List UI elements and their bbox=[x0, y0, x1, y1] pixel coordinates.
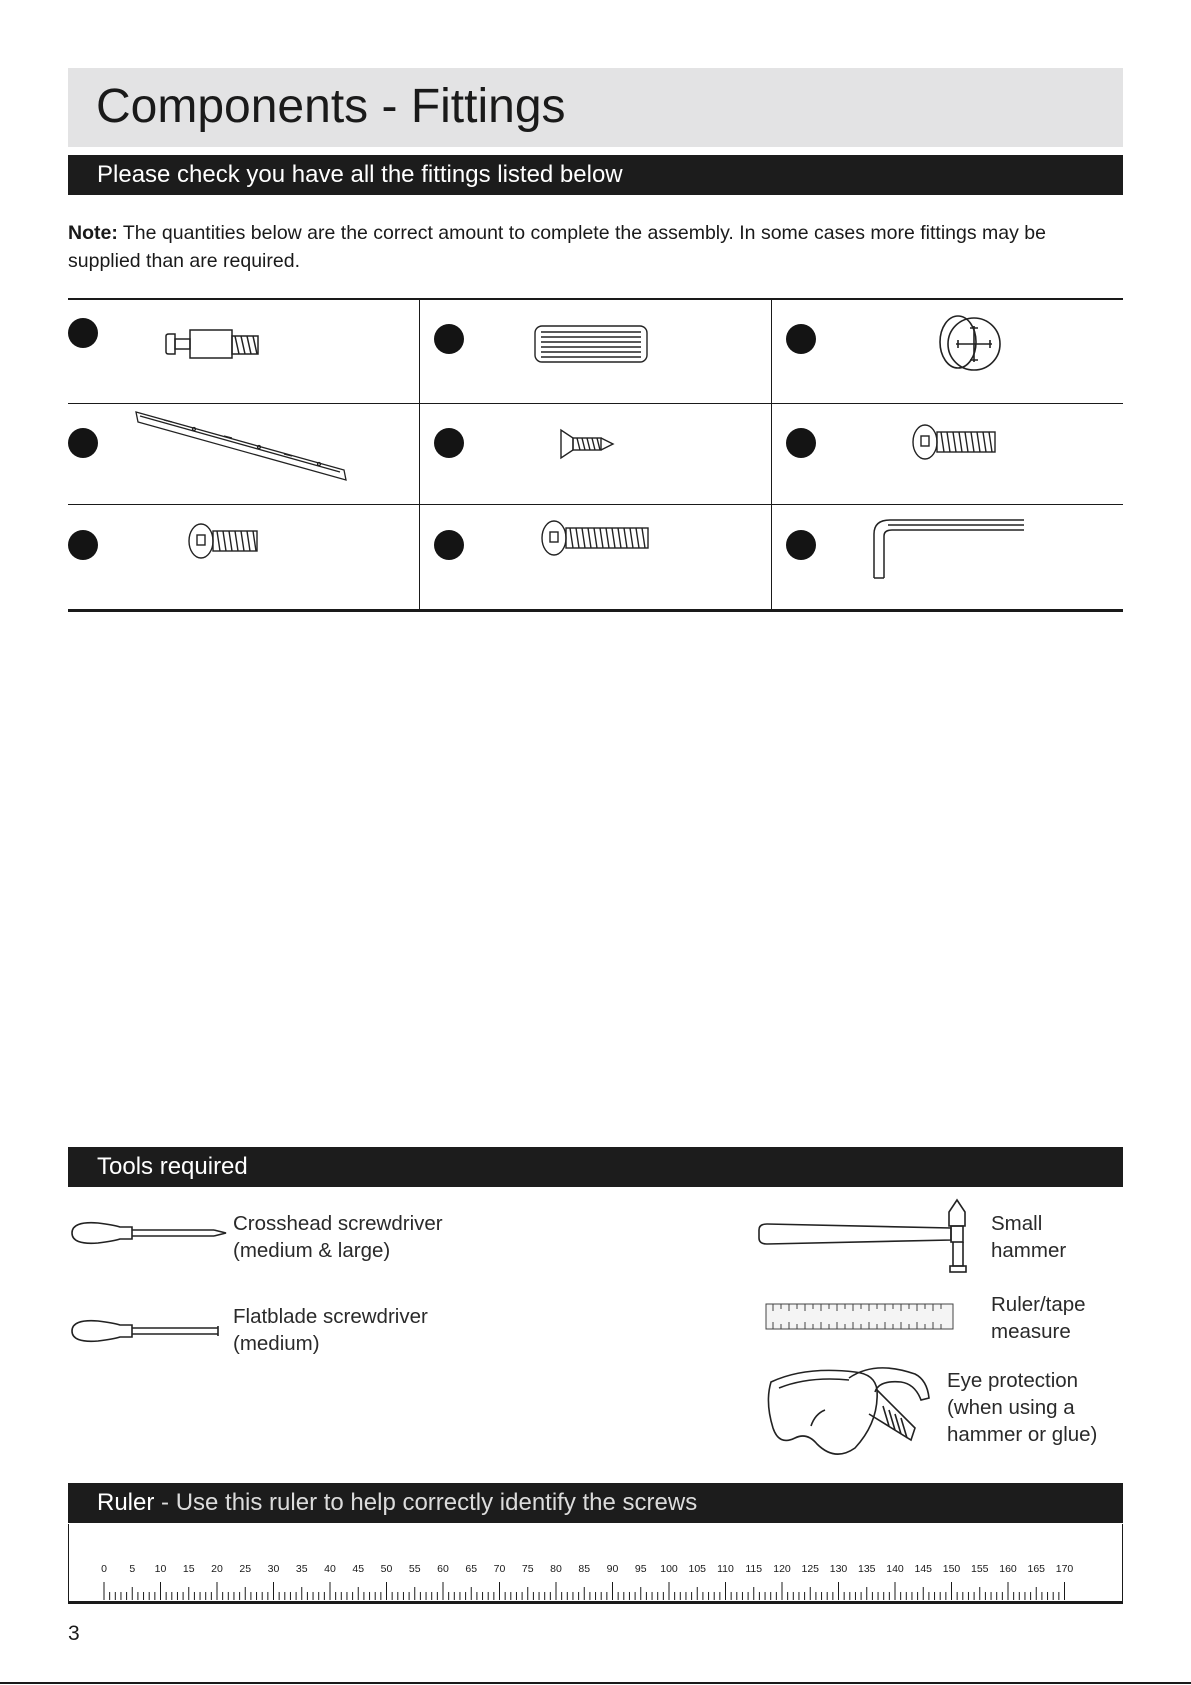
short-bolt-icon bbox=[187, 521, 261, 561]
tools-band-label: Tools required bbox=[97, 1153, 248, 1180]
hammer-label bbox=[991, 1210, 1066, 1264]
cam-bolt-icon bbox=[163, 324, 293, 364]
fitting-marker bbox=[68, 428, 98, 458]
tool-label-line: Eye protection bbox=[947, 1369, 1079, 1392]
fitting-marker bbox=[434, 324, 464, 354]
tool-label-line: (medium & large) bbox=[233, 1239, 391, 1262]
tool-label-line: Ruler/tape bbox=[991, 1293, 1086, 1316]
allen-key-icon bbox=[868, 516, 1026, 580]
ruler-tick-label: 0 bbox=[101, 1563, 107, 1575]
tool-label-line: (when using a bbox=[947, 1396, 1075, 1419]
ruler-tick-label: 80 bbox=[550, 1563, 562, 1575]
tool-label-line: hammer or glue) bbox=[947, 1423, 1098, 1446]
ruler-tick-label: 165 bbox=[1027, 1563, 1046, 1575]
hammer-icon bbox=[757, 1196, 977, 1274]
tool-label-line: measure bbox=[991, 1320, 1071, 1343]
crosshead-screwdriver-label bbox=[233, 1210, 443, 1264]
ruler-tick-label: 50 bbox=[380, 1563, 393, 1575]
cam-lock-icon bbox=[930, 308, 1010, 380]
ruler-tick-label: 115 bbox=[745, 1563, 763, 1575]
tool-label-line: Flatblade screwdriver bbox=[233, 1305, 428, 1328]
medium-bolt-icon bbox=[911, 422, 999, 462]
page-number: 3 bbox=[68, 1622, 80, 1645]
ruler-tick-label: 140 bbox=[886, 1563, 904, 1575]
measuring-ruler bbox=[68, 1524, 1123, 1604]
ruler-tick-label: 40 bbox=[324, 1563, 336, 1575]
note-label: Note: bbox=[68, 222, 118, 244]
ruler-tick-label: 90 bbox=[606, 1563, 619, 1575]
ruler-tick-label: 150 bbox=[942, 1563, 961, 1575]
flatblade-screwdriver-label bbox=[233, 1303, 428, 1357]
fitting-marker bbox=[434, 428, 464, 458]
eye-protection-label bbox=[947, 1367, 1097, 1448]
ruler-tick-label: 15 bbox=[182, 1563, 195, 1575]
fitting-marker bbox=[68, 530, 98, 560]
fitting-marker bbox=[786, 530, 816, 560]
fittings-check-band bbox=[68, 155, 1123, 195]
page-bottom-rule bbox=[0, 1682, 1191, 1684]
ruler-tick-label: 120 bbox=[773, 1563, 791, 1575]
drawer-runner-icon bbox=[134, 410, 352, 482]
ruler-tick-label: 75 bbox=[521, 1563, 534, 1575]
safety-glasses-icon bbox=[765, 1362, 935, 1464]
ruler-tick-label: 20 bbox=[211, 1563, 223, 1575]
note-text: The quantities below are the correct amount to complete the assembly. In some cases more fittings may be supplied than are required. bbox=[68, 222, 1046, 272]
fittings-check-label: Please check you have all the fittings listed below bbox=[97, 161, 623, 188]
tool-label-line: hammer bbox=[991, 1239, 1067, 1262]
ruler-tape-label bbox=[991, 1291, 1086, 1345]
ruler-tick-label: 65 bbox=[465, 1563, 478, 1575]
ruler-tick-label: 105 bbox=[688, 1563, 707, 1575]
ruler-band-subtitle: - Use this ruler to help correctly identify the screws bbox=[154, 1489, 698, 1516]
ruler-tick-label: 10 bbox=[154, 1563, 167, 1575]
long-bolt-icon bbox=[540, 518, 652, 558]
tools-band bbox=[68, 1147, 1123, 1187]
small-screw-icon bbox=[559, 428, 619, 462]
tool-label-line: Small bbox=[991, 1212, 1043, 1235]
ruler-tick-label: 5 bbox=[129, 1563, 136, 1575]
ruler-tick-label: 100 bbox=[660, 1563, 678, 1575]
ruler-tick-label: 35 bbox=[295, 1563, 308, 1575]
fittings-grid bbox=[68, 298, 1123, 612]
ruler-tick-label: 60 bbox=[437, 1563, 449, 1575]
ruler-tick-label: 55 bbox=[408, 1563, 421, 1575]
page-title-sub: - Fittings bbox=[368, 80, 566, 133]
ruler-tick-label: 70 bbox=[493, 1563, 506, 1575]
grid-divider bbox=[771, 300, 772, 609]
ruler-band bbox=[68, 1483, 1123, 1523]
fitting-marker bbox=[434, 530, 464, 560]
wooden-dowel-icon bbox=[531, 320, 651, 368]
tool-label-line: (medium) bbox=[233, 1332, 320, 1355]
ruler-tick-label: 25 bbox=[239, 1563, 252, 1575]
grid-divider bbox=[68, 504, 1123, 505]
ruler-tick-label: 125 bbox=[801, 1563, 820, 1575]
page-title-main: Components bbox=[96, 80, 369, 133]
ruler-tick-label: 95 bbox=[634, 1563, 647, 1575]
page-title bbox=[96, 78, 566, 136]
ruler-band-title: Ruler bbox=[97, 1489, 155, 1516]
page-title-bar bbox=[68, 68, 1123, 147]
fitting-marker bbox=[786, 324, 816, 354]
ruler-tick-label: 160 bbox=[999, 1563, 1017, 1575]
crosshead-screwdriver-icon bbox=[68, 1215, 228, 1251]
ruler-tick-label: 170 bbox=[1055, 1563, 1074, 1575]
ruler-tick-label: 135 bbox=[857, 1563, 876, 1575]
ruler-tick-label: 85 bbox=[578, 1563, 591, 1575]
ruler-icon bbox=[765, 1303, 955, 1331]
fitting-marker bbox=[68, 318, 98, 348]
tool-label-line: Crosshead screwdriver bbox=[233, 1212, 443, 1235]
ruler-tick-label: 130 bbox=[829, 1563, 848, 1575]
ruler-tick-label: 155 bbox=[970, 1563, 989, 1575]
ruler-tick-label: 30 bbox=[267, 1563, 280, 1575]
grid-divider bbox=[419, 300, 420, 609]
fitting-marker bbox=[786, 428, 816, 458]
ruler-tick-label: 145 bbox=[914, 1563, 933, 1575]
ruler-tick-label: 110 bbox=[717, 1563, 734, 1575]
flatblade-screwdriver-icon bbox=[68, 1313, 228, 1349]
ruler-tick-label: 45 bbox=[352, 1563, 365, 1575]
ruler-scale bbox=[69, 1524, 1122, 1601]
quantity-note bbox=[68, 219, 1123, 275]
grid-divider bbox=[68, 403, 1123, 404]
